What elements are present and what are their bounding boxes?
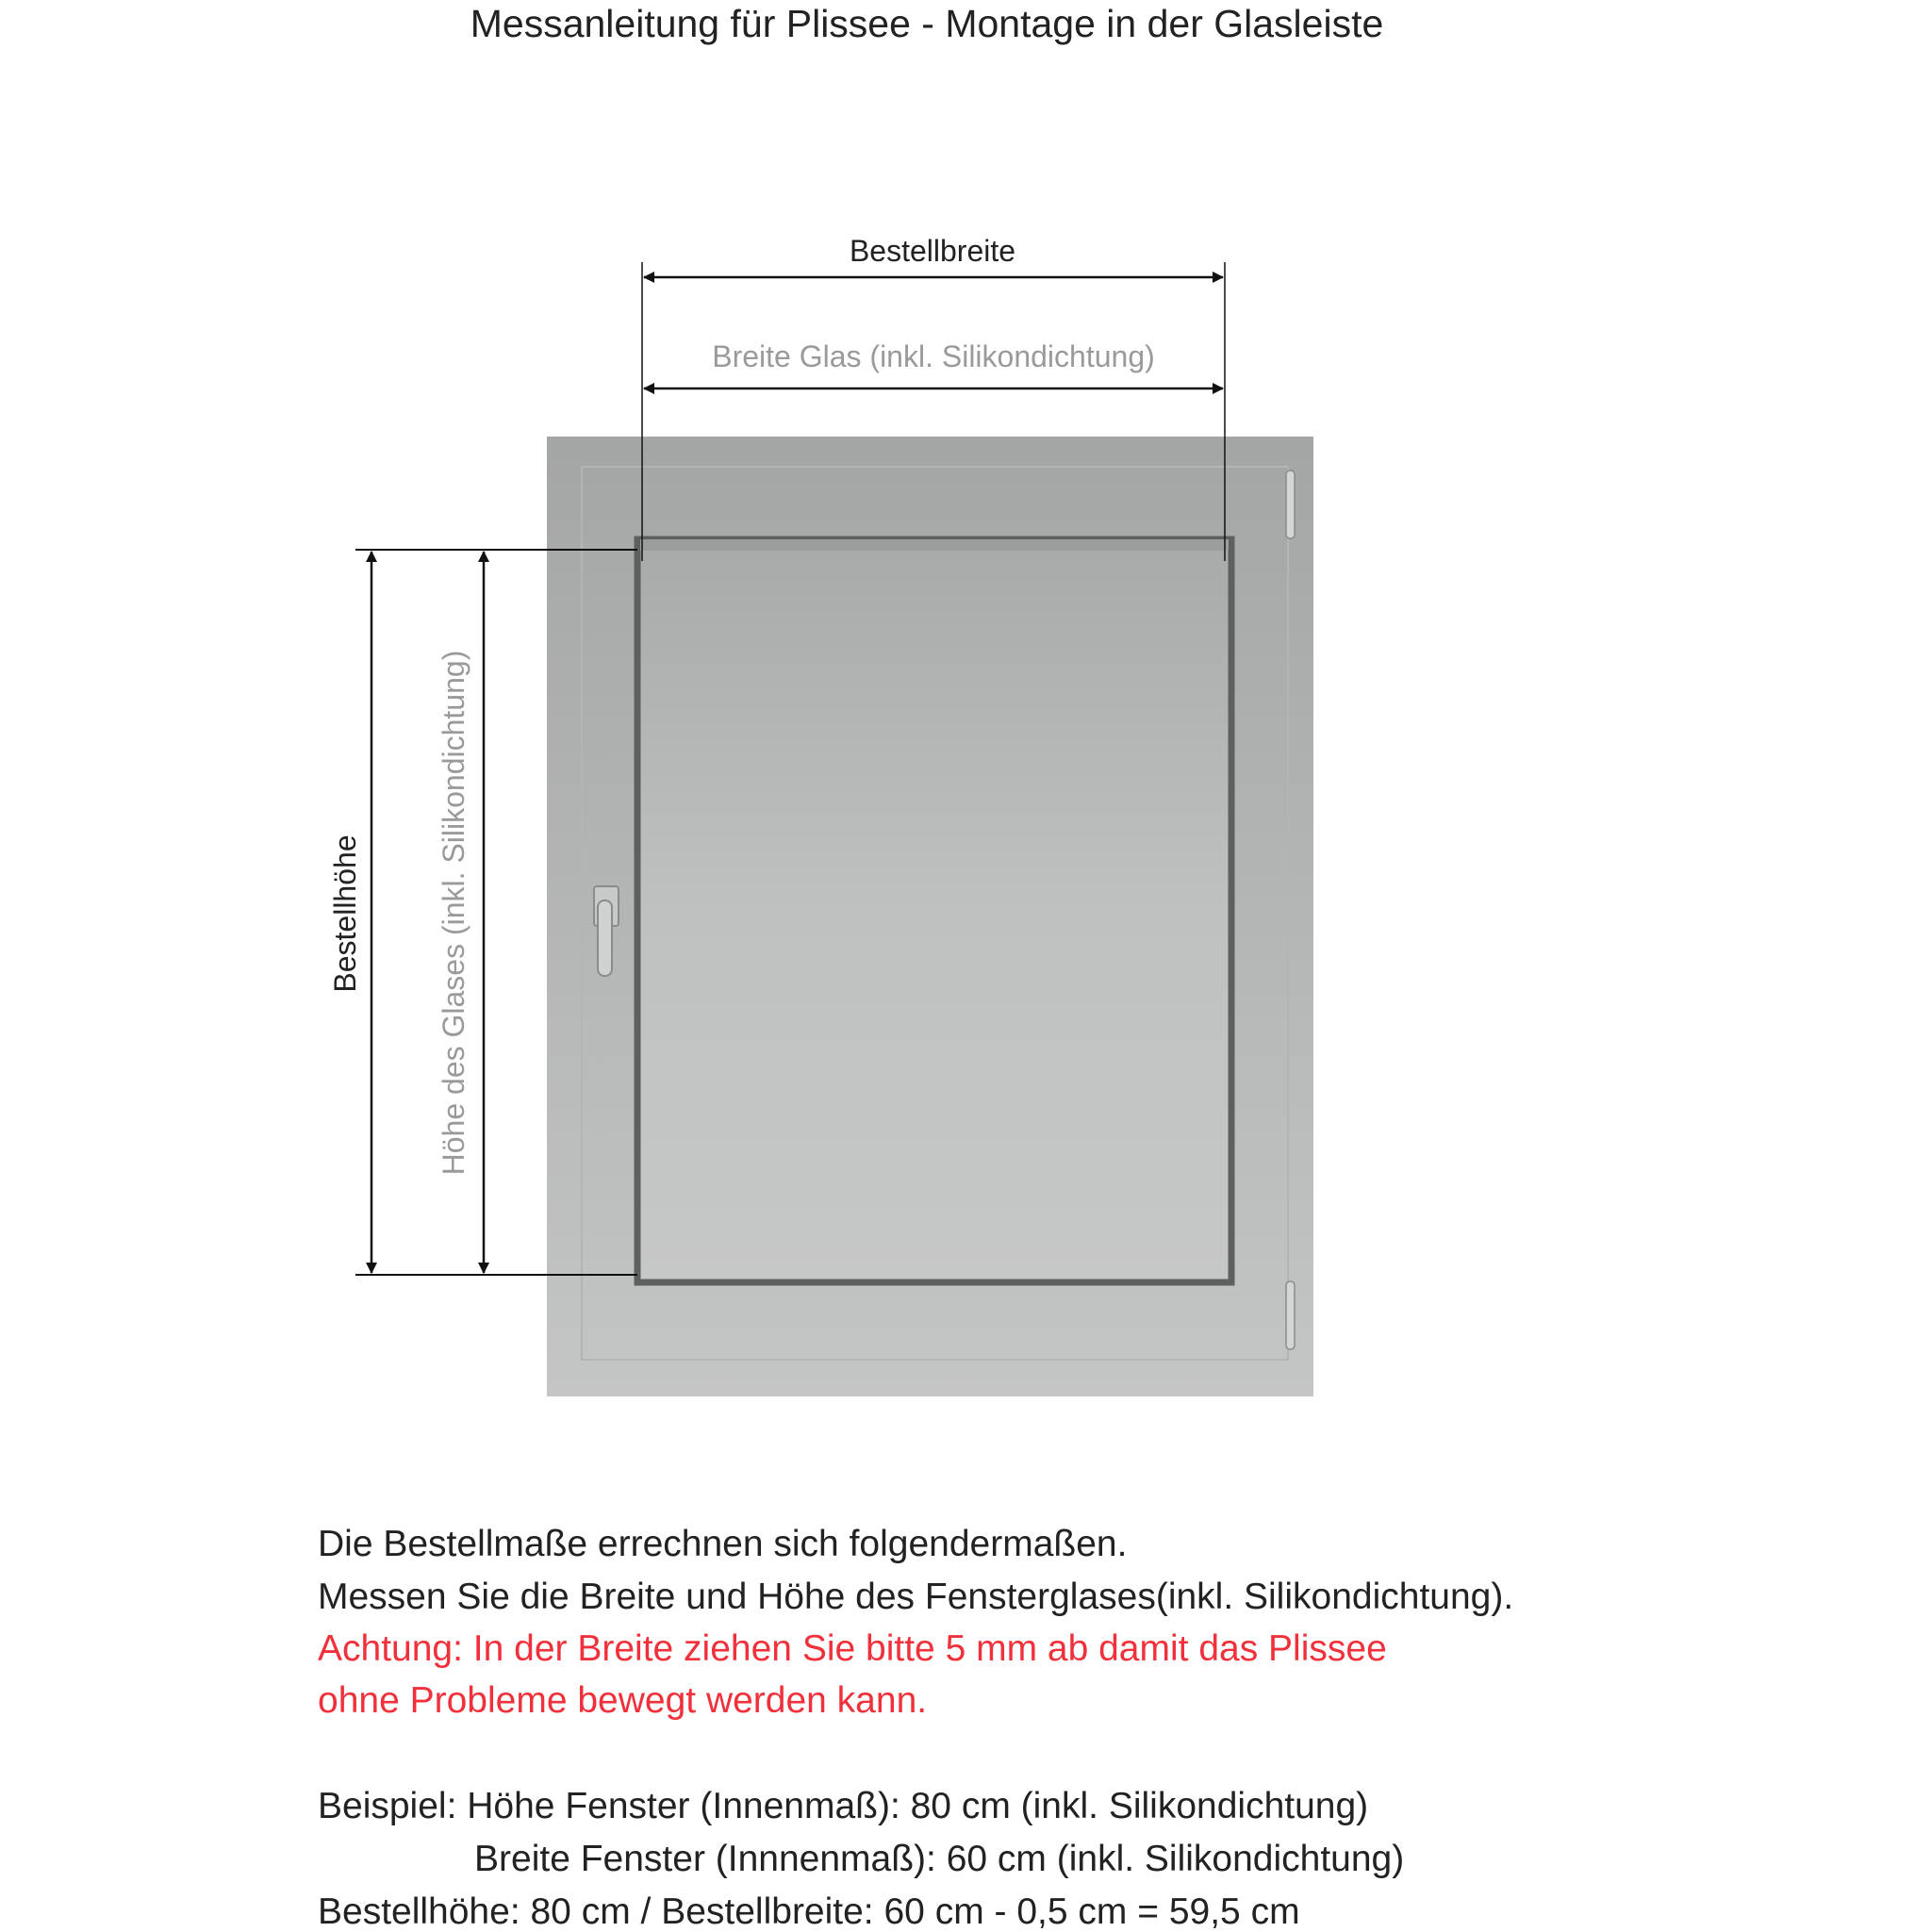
order-width-label: Bestellbreite [849, 234, 1016, 268]
glass-width-label: Breite Glas (inkl. Silikondichtung) [712, 339, 1155, 373]
warning-line-2: ohne Probleme bewegt werden kann. [318, 1680, 928, 1721]
page-title: Messanleitung für Plissee - Montage in der Glasleiste [470, 2, 1384, 45]
example-line-1: Beispiel: Höhe Fenster (Innenmaß): 80 cm (inkl. Silikondichtung) [318, 1786, 1369, 1826]
glazing-bead-top [640, 539, 1229, 551]
glass-height-label: Höhe des Glases (inkl. Silikondichtung) [437, 650, 470, 1176]
hinge-bottom-icon [1286, 1281, 1295, 1349]
example-line-2: Breite Fenster (Innnenmaß): 60 cm (inkl. Silikondichtung) [474, 1839, 1405, 1879]
example-line-3: Bestellhöhe: 80 cm / Bestellbreite: 60 cm - 0,5 cm = 59,5 cm [318, 1891, 1300, 1932]
warning-line-1: Achtung: In der Breite ziehen Sie bitte 5 mm ab damit das Plissee [318, 1628, 1387, 1669]
hinge-top-icon [1286, 471, 1295, 538]
instruction-line-2: Messen Sie die Breite und Höhe des Fensterglases(inkl. Silikondichtung). [318, 1577, 1514, 1617]
instruction-line-1: Die Bestellmaße errechnen sich folgendermaßen. [318, 1524, 1128, 1564]
order-height-label: Bestellhöhe [328, 834, 362, 993]
window-glass [637, 539, 1231, 1282]
